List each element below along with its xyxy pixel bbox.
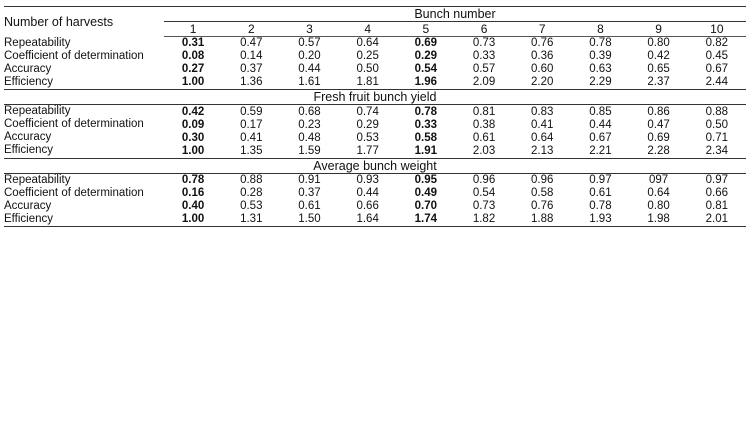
data-cell: 0.29	[414, 50, 438, 63]
data-cell: 0.66	[356, 200, 379, 213]
table-row	[4, 50, 746, 63]
data-cell: 0.70	[414, 200, 438, 213]
data-cell: 0.63	[589, 63, 612, 76]
data-cell: 0.86	[647, 105, 670, 118]
data-cell: 0.23	[298, 118, 321, 131]
data-cell: 1.50	[280, 213, 338, 227]
row-label: Coefficient of determination	[4, 186, 144, 199]
data-cell: 2.29	[589, 76, 612, 89]
row-label: Efficiency	[4, 75, 54, 88]
data-cell: 0.83	[531, 105, 554, 118]
table-row	[4, 213, 746, 227]
data-cell: 0.78	[414, 105, 438, 118]
corner-label: Number of harvests	[4, 7, 164, 37]
data-cell: 0.88	[240, 174, 263, 187]
data-cell: 0.61	[472, 131, 496, 144]
data-cell: 0.28	[240, 187, 263, 200]
data-cell: 0.08	[181, 50, 205, 63]
data-cell: 0.16	[181, 187, 205, 200]
data-cell: 0.81	[705, 200, 729, 213]
data-cell: 0.95	[414, 174, 438, 187]
data-cell: 0.61	[298, 200, 321, 213]
data-cell: 0.37	[240, 63, 263, 76]
data-cell: 2.01	[688, 213, 746, 227]
data-cell: 2.09	[472, 76, 496, 89]
data-cell: 0.61	[589, 187, 612, 200]
column-header-4: 4	[339, 22, 397, 37]
data-cell: 0.82	[705, 37, 729, 50]
data-cell: 0.67	[589, 131, 612, 144]
data-cell: 0.54	[472, 187, 496, 200]
column-header-8: 8	[571, 22, 629, 37]
data-cell: 2.44	[705, 76, 729, 89]
data-cell: 0.57	[298, 37, 321, 50]
data-cell: 0.47	[240, 37, 263, 50]
data-cell: 0.29	[356, 118, 379, 131]
data-cell: 0.69	[414, 37, 438, 50]
row-label: Repeatability	[4, 36, 71, 49]
table-row	[4, 37, 746, 50]
table-row	[4, 200, 746, 213]
data-cell: 1.00	[181, 144, 205, 157]
section-title: Average bunch weight	[4, 158, 746, 173]
data-cell: 0.60	[531, 63, 554, 76]
data-cell: 0.80	[647, 200, 670, 213]
data-cell: 1.88	[513, 213, 571, 227]
data-cell: 1.64	[339, 213, 397, 227]
data-cell: 0.53	[356, 131, 379, 144]
data-cell: 0.88	[705, 105, 729, 118]
data-cell: 1.36	[240, 76, 263, 89]
data-cell: 1.96	[414, 76, 438, 89]
data-cell: 0.37	[298, 187, 321, 200]
row-label: Coefficient of determination	[4, 49, 144, 62]
data-cell: 0.31	[181, 37, 205, 50]
data-cell: 0.49	[414, 187, 438, 200]
section-title-row	[4, 90, 746, 105]
data-cell: 0.91	[298, 174, 321, 187]
data-cell: 0.78	[589, 200, 612, 213]
data-cell: 0.42	[181, 105, 205, 118]
table-header-row-group	[4, 7, 746, 22]
data-cell: 0.58	[414, 131, 438, 144]
data-cell: 0.53	[240, 200, 263, 213]
data-cell: 0.67	[705, 63, 729, 76]
data-cell: 0.45	[705, 50, 729, 63]
table-row	[4, 76, 746, 90]
data-cell: 0.27	[181, 63, 205, 76]
data-cell: 0.68	[298, 105, 321, 118]
data-cell: 0.71	[705, 131, 729, 144]
data-cell: 1.98	[630, 213, 688, 227]
data-cell: 1.61	[298, 76, 321, 89]
data-cell: 2.37	[647, 76, 670, 89]
column-header-9: 9	[630, 22, 688, 37]
table-body	[4, 7, 746, 227]
data-cell: 0.59	[240, 105, 263, 118]
table-row	[4, 63, 746, 76]
column-header-1: 1	[164, 22, 222, 37]
data-cell: 0.30	[181, 131, 205, 144]
data-cell: 0.66	[705, 187, 729, 200]
data-cell: 0.64	[531, 131, 554, 144]
data-cell: 0.50	[356, 63, 379, 76]
data-cell: 0.48	[298, 131, 321, 144]
data-cell: 1.77	[356, 144, 379, 157]
data-cell: 0.97	[705, 174, 729, 187]
data-cell: 0.65	[647, 63, 670, 76]
data-cell: 0.76	[531, 200, 554, 213]
row-label: Repeatability	[4, 105, 71, 118]
data-cell: 1.93	[571, 213, 629, 227]
data-cell: 2.20	[531, 76, 554, 89]
section-title: Fresh fruit bunch yield	[4, 90, 746, 105]
data-cell: 0.97	[589, 174, 612, 187]
data-cell: 0.33	[472, 50, 496, 63]
table-row	[4, 187, 746, 200]
data-cell: 0.41	[240, 131, 263, 144]
column-header-6: 6	[455, 22, 513, 37]
data-cell: 0.58	[531, 187, 554, 200]
data-cell: 2.28	[647, 144, 670, 157]
data-cell: 0.64	[356, 37, 379, 50]
data-cell: 0.36	[531, 50, 554, 63]
data-cell: 2.21	[589, 144, 612, 157]
data-cell: 0.47	[647, 118, 670, 131]
data-cell: 1.35	[240, 144, 263, 157]
table-row	[4, 118, 746, 131]
data-cell: 1.91	[414, 144, 438, 157]
data-cell: 1.00	[164, 213, 222, 227]
column-header-5: 5	[397, 22, 455, 37]
data-cell: 0.96	[531, 174, 554, 187]
data-cell: 1.31	[222, 213, 280, 227]
data-cell: 2.13	[531, 144, 554, 157]
data-cell: 097	[649, 174, 669, 187]
row-label: Repeatability	[4, 173, 71, 186]
table-row	[4, 173, 746, 187]
data-cell: 0.81	[472, 105, 496, 118]
data-cell: 1.74	[397, 213, 455, 227]
data-cell: 2.34	[705, 144, 729, 157]
column-header-3: 3	[280, 22, 338, 37]
section-title-row	[4, 158, 746, 173]
data-cell: 0.80	[647, 37, 670, 50]
column-header-2: 2	[222, 22, 280, 37]
data-cell: 0.76	[531, 37, 554, 50]
data-cell: 0.50	[705, 118, 729, 131]
row-label: Efficiency	[4, 213, 164, 227]
column-header-10: 10	[688, 22, 746, 37]
data-cell: 0.44	[356, 187, 379, 200]
data-cell: 0.44	[298, 63, 321, 76]
data-cell: 0.17	[240, 118, 263, 131]
data-cell: 0.73	[472, 200, 496, 213]
data-cell: 0.96	[472, 174, 496, 187]
data-cell: 0.44	[589, 118, 612, 131]
data-cell: 0.85	[589, 105, 612, 118]
data-cell: 0.73	[472, 37, 496, 50]
data-cell: 0.93	[356, 174, 379, 187]
table-row	[4, 131, 746, 144]
data-cell: 1.00	[181, 76, 205, 89]
data-cell: 0.78	[589, 37, 612, 50]
data-cell: 1.81	[356, 76, 379, 89]
row-label: Coefficient of determination	[4, 118, 144, 131]
data-cell: 0.20	[298, 50, 321, 63]
column-group-header: Bunch number	[164, 7, 746, 22]
table-row	[4, 144, 746, 158]
row-label: Efficiency	[4, 144, 54, 157]
data-cell: 0.78	[181, 174, 205, 187]
data-cell: 0.41	[531, 118, 554, 131]
data-cell: 0.69	[647, 131, 670, 144]
results-table	[4, 6, 746, 227]
row-label: Accuracy	[4, 62, 52, 75]
row-label: Accuracy	[4, 131, 52, 144]
table-row	[4, 105, 746, 119]
data-cell: 1.59	[298, 144, 321, 157]
data-cell: 0.57	[472, 63, 496, 76]
data-cell: 1.82	[455, 213, 513, 227]
column-header-7: 7	[513, 22, 571, 37]
row-label: Accuracy	[4, 199, 52, 212]
data-cell: 0.33	[414, 118, 438, 131]
data-cell: 0.09	[181, 118, 205, 131]
data-cell: 0.64	[647, 187, 670, 200]
data-cell: 0.42	[647, 50, 670, 63]
data-cell: 0.39	[589, 50, 612, 63]
data-cell: 0.74	[356, 105, 379, 118]
data-cell: 0.54	[414, 63, 438, 76]
data-cell: 0.25	[356, 50, 379, 63]
data-cell: 0.38	[472, 118, 496, 131]
data-cell: 0.14	[240, 50, 263, 63]
data-cell: 0.40	[181, 200, 205, 213]
data-cell: 2.03	[472, 144, 496, 157]
